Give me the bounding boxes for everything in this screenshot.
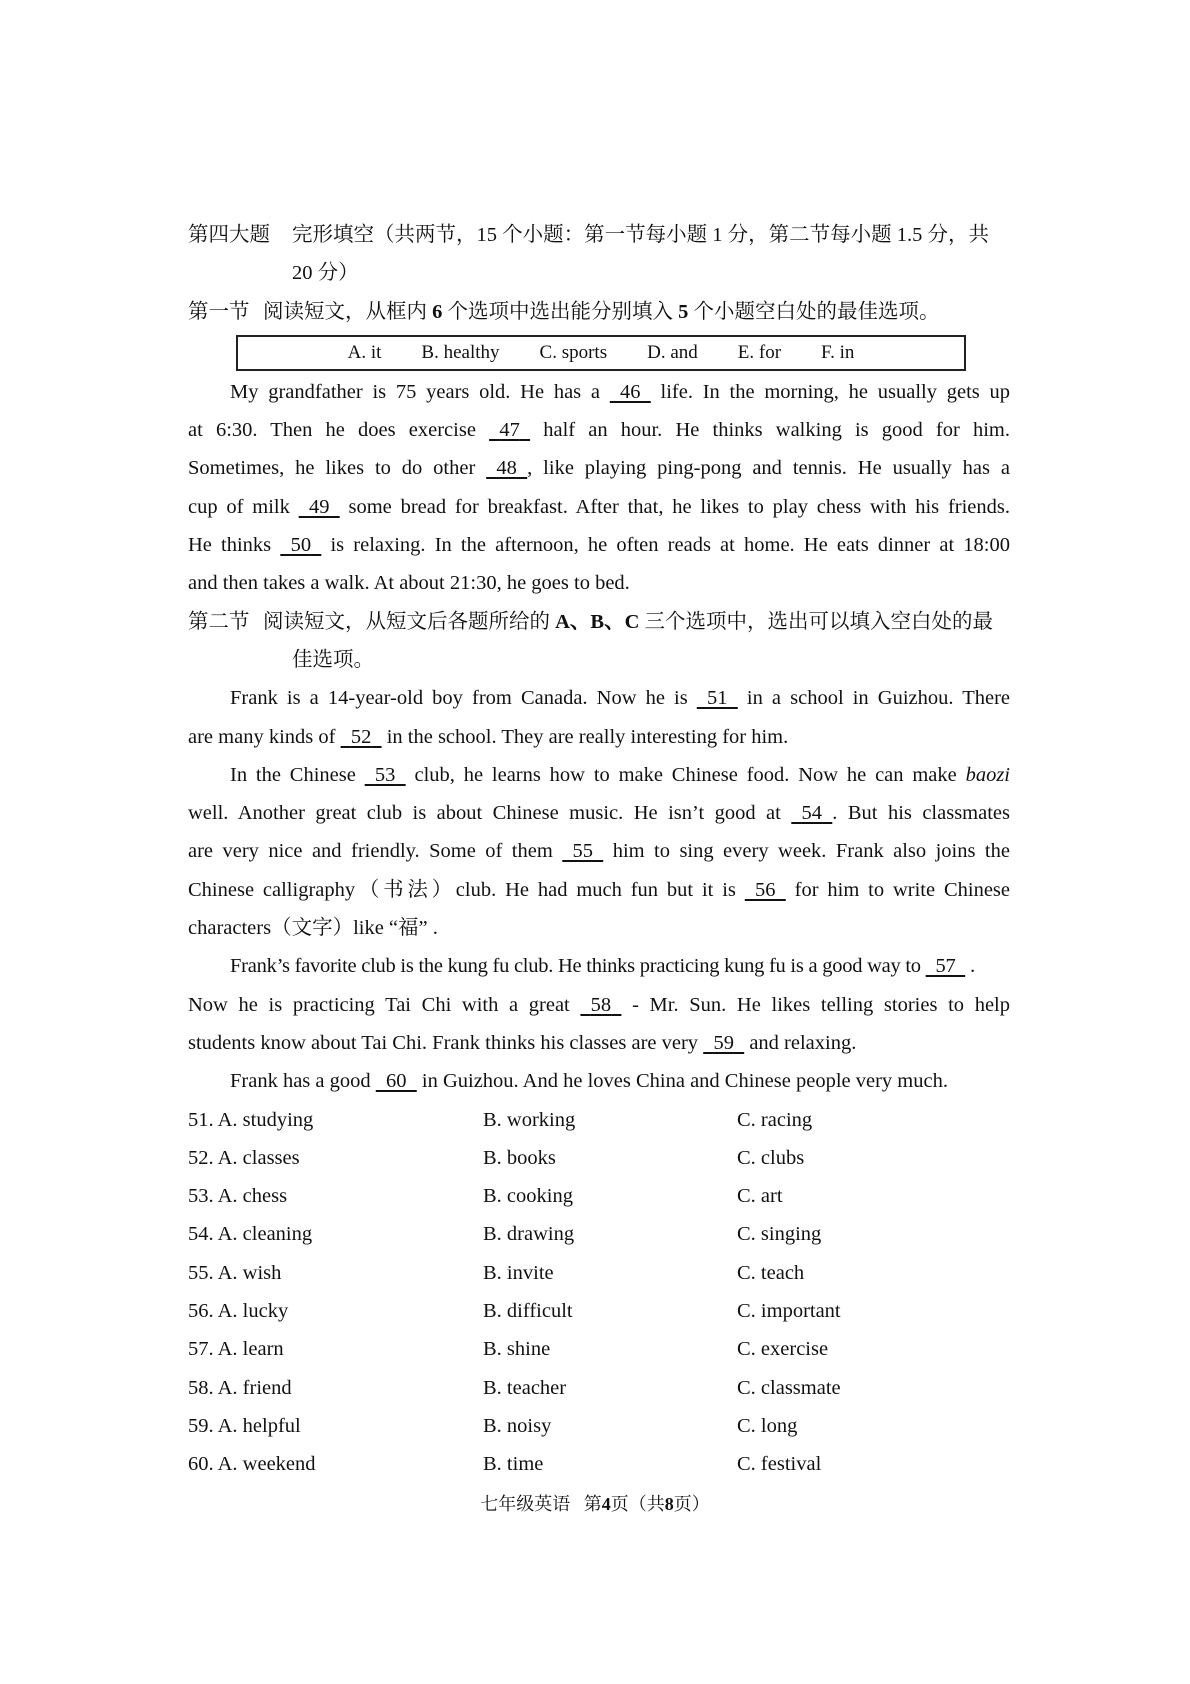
- passage-text: Sometimes, he likes to do other: [188, 457, 487, 480]
- passage-text: and relaxing.: [744, 1031, 857, 1054]
- option-c: C. clubs: [737, 1146, 805, 1169]
- option-b: B. invite: [483, 1261, 554, 1284]
- passage-line: [188, 947, 1010, 985]
- word-bank-option: D. and: [647, 341, 698, 363]
- section2-passage: [188, 679, 1010, 1100]
- passage-line: [188, 718, 1010, 756]
- passage-text: .: [965, 955, 975, 978]
- section1-passage: [188, 373, 1010, 603]
- option-a: 60. A. weekend: [188, 1453, 316, 1476]
- section2-instr-options: A、B、C: [555, 610, 640, 633]
- passage-line: [188, 986, 1010, 1024]
- section2-instr-text: 三个选项中，选出可以填入空白处的最: [644, 610, 994, 633]
- footer-text: 页）: [673, 1494, 710, 1514]
- option-c: C. festival: [737, 1453, 822, 1476]
- option-b: B. drawing: [483, 1223, 575, 1246]
- blank-52: 52: [350, 725, 372, 748]
- passage-text: cup of milk: [188, 495, 299, 518]
- option-a: 55. A. wish: [188, 1261, 282, 1284]
- question-options: [188, 1101, 1010, 1484]
- passage-text: Frank has a good: [230, 1070, 376, 1093]
- part-title-text: 完形填空（共两节，15 个小题：第一节每小题 1 分，第二节每小题 1.5 分，共: [292, 224, 989, 246]
- passage-line: [188, 871, 1010, 909]
- passage-line: [188, 679, 1010, 717]
- blank-51: 51: [707, 687, 728, 710]
- passage-line: [188, 488, 1010, 526]
- passage-text: in Guizhou. And he loves China and Chinese people very much.: [416, 1070, 948, 1093]
- passage-line: [188, 526, 1010, 564]
- option-a: 58. A. friend: [188, 1376, 292, 1399]
- section1-instr-text: 阅读短文，从框内: [263, 300, 427, 323]
- part-title-label: 第四大题: [188, 224, 270, 246]
- passage-line: and then takes a walk. At about 21:30, he goes to bed.: [188, 572, 630, 595]
- blank-56: 56: [755, 878, 776, 901]
- passage-text: - Mr. Sun. He likes telling stories to help: [621, 993, 1010, 1016]
- passage-line: [188, 1024, 1010, 1062]
- option-b: B. shine: [483, 1338, 551, 1361]
- option-c: C. long: [737, 1414, 798, 1437]
- option-c: C. racing: [737, 1108, 813, 1131]
- word-bank-option: F. in: [821, 341, 855, 363]
- passage-text: In the Chinese: [230, 763, 365, 786]
- option-a: 57. A. learn: [188, 1338, 284, 1361]
- blank-46: 46: [620, 380, 641, 403]
- section1-instructions: [188, 293, 1010, 331]
- option-c: C. important: [737, 1300, 841, 1323]
- section2-instr-text: 阅读短文，从短文后各题所给的: [263, 610, 550, 633]
- word-bank-option: A. it: [347, 341, 382, 363]
- passage-text: for him to write Chinese: [785, 878, 1011, 901]
- option-c: C. exercise: [737, 1338, 829, 1361]
- word-bank-option: B. healthy: [421, 341, 500, 363]
- blank-55: 55: [572, 840, 593, 863]
- passage-text: My grandfather is 75 years old. He has a: [230, 380, 610, 403]
- blank-58: 58: [590, 993, 612, 1016]
- option-a: 52. A. classes: [188, 1146, 300, 1169]
- blank-54: 54: [801, 802, 823, 825]
- question-row: [188, 1445, 1010, 1483]
- passage-line: [188, 756, 1010, 794]
- passage-text: well. Another great club is about Chinese music. He isn’t good at: [188, 802, 792, 825]
- option-a: 59. A. helpful: [188, 1414, 301, 1437]
- blank-60: 60: [386, 1070, 407, 1093]
- section1-instr-num: 6: [432, 300, 443, 323]
- passage-line: [188, 373, 1010, 411]
- option-c: C. classmate: [737, 1376, 841, 1399]
- blank-47: 47: [499, 419, 520, 442]
- passage-text: Now he is practicing Tai Chi with a great: [188, 993, 581, 1016]
- option-b: B. working: [483, 1108, 576, 1131]
- option-b: B. time: [483, 1453, 544, 1476]
- section2-instructions: [188, 603, 1010, 641]
- option-b: B. noisy: [483, 1414, 552, 1437]
- passage-text: , like playing ping-pong and tennis. He usually has a: [527, 457, 1010, 480]
- option-a: 56. A. lucky: [188, 1300, 289, 1323]
- question-row: [188, 1369, 1010, 1407]
- footer-subject: 七年级英语: [480, 1494, 571, 1514]
- passage-text: some bread for breakfast. After that, he likes to play chess with his friends.: [339, 495, 1010, 518]
- question-row: [188, 1215, 1010, 1253]
- passage-text: Frank’s favorite club is the kung fu club. He thinks practicing kung fu is a good way to: [230, 955, 926, 978]
- option-c: C. singing: [737, 1223, 822, 1246]
- passage-text: He thinks: [188, 534, 281, 557]
- passage-text: . But his classmates: [832, 802, 1010, 825]
- section2-instructions-line2: 佳选项。: [292, 648, 374, 671]
- passage-line: [188, 411, 1010, 449]
- option-b: B. difficult: [483, 1300, 573, 1323]
- passage-text: are very nice and friendly. Some of them: [188, 840, 563, 863]
- section1-instr-text: 个选项中选出能分别填入: [447, 300, 673, 323]
- blank-48: 48: [496, 457, 517, 480]
- blank-50: 50: [290, 534, 312, 557]
- question-row: [188, 1330, 1010, 1368]
- passage-italic-word: baozi: [965, 763, 1011, 786]
- exam-page: [188, 216, 1010, 1484]
- passage-text: at 6:30. Then he does exercise: [188, 419, 490, 442]
- passage-text: in the school. They are really interesting for him.: [381, 725, 789, 748]
- question-row: [188, 1177, 1010, 1215]
- option-c: C. art: [737, 1185, 783, 1208]
- section2-label: 第二节: [188, 610, 250, 633]
- passage-text: Frank is a 14-year-old boy from Canada. Now he is: [230, 687, 697, 710]
- word-bank-option: C. sports: [539, 341, 608, 363]
- option-c: C. teach: [737, 1261, 805, 1284]
- question-row: [188, 1139, 1010, 1177]
- part-title: [188, 216, 1010, 254]
- passage-text: club, he learns how to make Chinese food. Now he can make: [405, 763, 966, 786]
- blank-57: 57: [935, 955, 956, 978]
- section1-instr-num: 5: [678, 300, 689, 323]
- passage-text: half an hour. He thinks walking is good for him.: [530, 419, 1011, 442]
- option-b: B. cooking: [483, 1185, 573, 1208]
- blank-53: 53: [374, 763, 396, 786]
- passage-text: life. In the morning, he usually gets up: [650, 380, 1010, 403]
- passage-text: students know about Tai Chi. Frank thinks his classes are very: [188, 1031, 704, 1054]
- passage-line: [188, 1062, 1010, 1100]
- passage-line: [188, 794, 1010, 832]
- footer-page-total: 8: [664, 1494, 674, 1514]
- passage-line: characters（文字）like “福” .: [188, 917, 438, 940]
- question-row: [188, 1407, 1010, 1445]
- option-b: B. teacher: [483, 1376, 567, 1399]
- blank-49: 49: [308, 495, 330, 518]
- part-title-line2: 20 分）: [292, 262, 359, 285]
- blank-59: 59: [713, 1031, 734, 1054]
- passage-line: [188, 832, 1010, 870]
- word-bank-box: [236, 335, 966, 371]
- footer-page-number: 4: [601, 1494, 611, 1514]
- option-b: B. books: [483, 1146, 556, 1169]
- footer-text: 页（共: [610, 1494, 665, 1514]
- option-a: 54. A. cleaning: [188, 1223, 313, 1246]
- passage-line: [188, 449, 1010, 487]
- question-row: [188, 1101, 1010, 1139]
- question-row: [188, 1254, 1010, 1292]
- question-row: [188, 1292, 1010, 1330]
- footer-text: 第: [583, 1494, 602, 1514]
- passage-text: in a school in Guizhou. There: [737, 687, 1010, 710]
- passage-text: him to sing every week. Frank also joins the: [603, 840, 1010, 863]
- option-a: 53. A. chess: [188, 1185, 288, 1208]
- passage-text: is relaxing. In the afternoon, he often reads at home. He eats dinner at 18:00: [321, 534, 1010, 557]
- section1-label: 第一节: [188, 300, 250, 323]
- page-footer: [0, 1490, 1190, 1516]
- passage-text: Chinese calligraphy（书法）club. He had much fun but it is: [188, 878, 745, 901]
- word-bank-option: E. for: [737, 341, 782, 363]
- passage-text: are many kinds of: [188, 725, 341, 748]
- section1-instr-text: 个小题空白处的最佳选项。: [693, 300, 940, 323]
- option-a: 51. A. studying: [188, 1108, 314, 1131]
